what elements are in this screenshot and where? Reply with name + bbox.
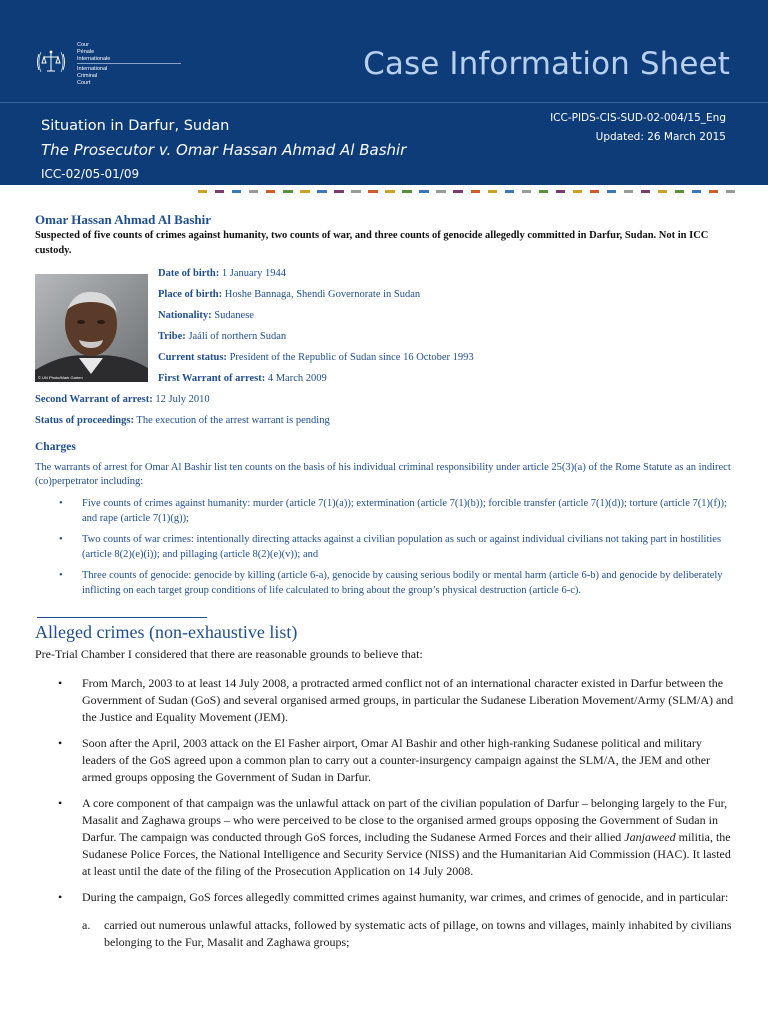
dash-segment [658,190,667,193]
dash-segment [471,190,480,193]
dash-segment [402,190,411,193]
case-number: ICC-02/05-01/09 [41,167,140,181]
charge-item: • Three counts of genocide: genocide by killing (article 6-a), genocide by causing serious bodily or mental harm (article 6-b) and genocide by deliberately inflicting on each target group conditions of life calculated to bring about the group’s physical destruction (article 6-c). [35,568,735,598]
page-title: Case Information Sheet [363,46,730,82]
color-dash-rule [198,190,743,194]
dash-segment [692,190,701,193]
dash-segment [351,190,360,193]
dash-segment [198,190,207,193]
dash-segment [590,190,599,193]
suspect-photo [35,274,148,382]
header-band [0,0,768,185]
dash-segment [726,190,735,193]
dash-segment [556,190,565,193]
dash-segment [317,190,326,193]
sub-list-item [82,917,732,951]
dash-segment [607,190,616,193]
dash-segment [419,190,428,193]
portrait-image [35,274,148,382]
dash-segment [368,190,377,193]
dash-segment [215,190,224,193]
charge-item: • Five counts of crimes against humanity: murder (article 7(1)(a)); extermination (article 7(1)(b)); forcible transfer (article 7(1)(d)); torture (article 7(1)(f)); and rape (article 7(1)(g)); [35,496,735,526]
logo-divider [77,63,181,64]
dash-segment [334,190,343,193]
charge-item: • Two counts of war crimes: intentionally directing attacks against a civilian population as such or against individual civilians not taking part in hostilities (article 8(2)(e)(i)); and pillaging (article 8(2)(e)(v)); and [35,532,735,562]
alleged-crimes-heading: Alleged crimes (non-exhaustive list) [35,622,298,642]
charges-intro: The warrants of arrest for Omar Al Bashir list ten counts on the basis of his individual criminal responsibility under article 25(3)(a) of the Rome Statute as an indirect (co)perpetrator including: [35,462,731,487]
dash-segment [522,190,531,193]
org-name: Cour Pénale Internationale International Criminal Court [77,42,111,86]
dash-segment [249,190,258,193]
dash-segment [436,190,445,193]
photo-credit: © UN Photo/Mark Garten [38,375,83,380]
fact-current-status: Current status: President of the Republic of Sudan since 16 October 1993 [158,352,474,363]
dash-segment [641,190,650,193]
charges-heading: Charges [35,441,76,453]
dash-segment [300,190,309,193]
dash-segment [573,190,582,193]
section-divider [37,617,207,618]
fact-nationality: Nationality: Sudanese [158,310,254,321]
header-divider [0,102,768,103]
sub-item-text: carried out numerous unlawful attacks, followed by systematic acts of pillage, on towns and villages, mainly inhabited by civilians belonging to the Fur, Masalit and Zaghawa groups; [104,918,732,949]
list-item: • During the campaign, GoS forces allegedly committed crimes against humanity, war crimes, and crimes of genocide, and in particular: [35,889,735,906]
dash-segment [505,190,514,193]
suspect-summary: Suspected of five counts of crimes against humanity, two counts of war, and three counts of genocide allegedly committed in Darfur, Sudan. Not in ICC custody. [35,230,709,256]
icc-logo[interactable] [33,44,153,84]
dash-segment [675,190,684,193]
alleged-crimes-list [35,675,735,915]
fact-date-of-birth: Date of birth: 1 January 1944 [158,268,287,279]
situation-label: Situation in Darfur, Sudan [41,118,230,134]
document-reference: ICC-PIDS-CIS-SUD-02-004/15_Eng [550,112,726,124]
fact-tribe: Tribe: Jaáli of northern Sudan [158,331,287,342]
list-item: • Soon after the April, 2003 attack on the El Fasher airport, Omar Al Bashir and other high-ranking Sudanese political and military leaders of the GoS agreed upon a common plan to carry out a counter-insurgency campaign against the SLM/A, the JEM and other armed groups opposing the Government of Sudan in Darfur. [35,735,735,786]
list-item: • From March, 2003 to at least 14 July 2008, a protracted armed conflict not of an international character existed in Darfur between the Government of Sudan (GoS) and several organised armed groups, in particular the Sudanese Liberation Movement/Army (SLM/A) and the Justice and Equality Movement (JEM). [35,675,735,726]
charges-list [35,496,735,604]
scales-of-justice-icon [33,44,69,80]
dash-segment [709,190,718,193]
fact-first-warrant: First Warrant of arrest: 4 March 2009 [158,373,327,384]
dash-segment [488,190,497,193]
dash-segment [453,190,462,193]
dash-segment [283,190,292,193]
fact-status-of-proceedings: Status of proceedings: The execution of the arrest warrant is pending [35,415,330,426]
alleged-crimes-intro: Pre-Trial Chamber I considered that there are reasonable grounds to believe that: [35,647,423,661]
dash-segment [232,190,241,193]
sub-item-letter: a. [82,918,91,932]
dash-segment [624,190,633,193]
dash-segment [385,190,394,193]
dash-segment [266,190,275,193]
suspect-name: Omar Hassan Ahmad Al Bashir [35,212,212,227]
list-item: • A core component of that campaign was the unlawful attack on part of the civilian population of Darfur – belonging largely to the Fur, Masalit and Zaghawa groups – who were perceived to be close to the organised armed groups opposing the Government of Sudan in Darfur. The campaign was conducted through GoS forces, including the Sudanese Armed Forces and their allied Janjaweed militia, the Sudanese Police Forces, the National Intelligence and Security Service (NISS) and the Humanitarian Aid Commission (HAC). It lasted at least until the date of the filing of the Prosecution Application on 14 July 2008. [35,795,735,880]
fact-place-of-birth: Place of birth: Hoshe Bannaga, Shendi Governorate in Sudan [158,289,421,300]
case-name: The Prosecutor v. Omar Hassan Ahmad Al Bashir [41,141,407,159]
fact-second-warrant: Second Warrant of arrest: 12 July 2010 [35,394,210,405]
updated-date: Updated: 26 March 2015 [595,131,726,143]
dash-segment [539,190,548,193]
